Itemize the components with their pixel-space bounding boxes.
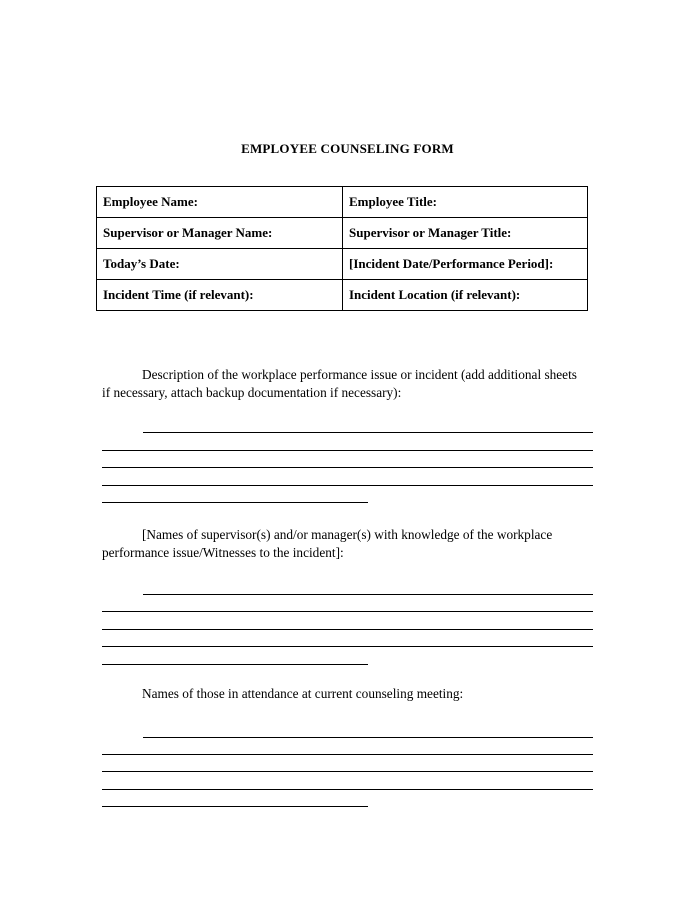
description-answer-line[interactable] bbox=[102, 467, 593, 468]
witnesses-answer-line[interactable] bbox=[102, 629, 593, 630]
witnesses-answer-line[interactable] bbox=[102, 646, 593, 647]
employee-name-field[interactable]: Employee Name: bbox=[97, 187, 343, 218]
incident-location-field[interactable]: Incident Location (if relevant): bbox=[343, 280, 588, 311]
attendance-prompt bbox=[102, 685, 594, 703]
table-row bbox=[97, 218, 588, 249]
attendance-answer-line[interactable] bbox=[102, 754, 593, 755]
attendance-prompt-line1: Names of those in attendance at current counseling meeting: bbox=[142, 686, 464, 701]
table-row bbox=[97, 249, 588, 280]
description-answer-line[interactable] bbox=[102, 485, 593, 486]
todays-date-field[interactable]: Today’s Date: bbox=[97, 249, 343, 280]
description-answer-line[interactable] bbox=[102, 450, 593, 451]
attendance-answer-line[interactable] bbox=[102, 771, 593, 772]
witnesses-prompt-line1: [Names of supervisor(s) and/or manager(s) with knowledge of the workplace bbox=[142, 527, 553, 542]
table-row bbox=[97, 187, 588, 218]
witnesses-answer-line[interactable] bbox=[102, 664, 368, 665]
supervisor-title-field[interactable]: Supervisor or Manager Title: bbox=[343, 218, 588, 249]
witnesses-prompt-line2: performance issue/Witnesses to the incident]: bbox=[102, 545, 344, 560]
description-answer-line[interactable] bbox=[143, 432, 593, 433]
incident-date-field[interactable]: [Incident Date/Performance Period]: bbox=[343, 249, 588, 280]
supervisor-name-field[interactable]: Supervisor or Manager Name: bbox=[97, 218, 343, 249]
attendance-answer-line[interactable] bbox=[102, 789, 593, 790]
form-title: EMPLOYEE COUNSELING FORM bbox=[241, 141, 454, 156]
witnesses-answer-line[interactable] bbox=[143, 594, 593, 595]
table-row bbox=[97, 280, 588, 311]
employee-title-field[interactable]: Employee Title: bbox=[343, 187, 588, 218]
description-answer-line[interactable] bbox=[102, 502, 368, 503]
attendance-answer-line[interactable] bbox=[143, 737, 593, 738]
witnesses-prompt bbox=[102, 526, 594, 562]
incident-time-field[interactable]: Incident Time (if relevant): bbox=[97, 280, 343, 311]
description-prompt-line1: Description of the workplace performance issue or incident (add additional sheets bbox=[142, 367, 577, 382]
witnesses-answer-line[interactable] bbox=[102, 611, 593, 612]
attendance-answer-line[interactable] bbox=[102, 806, 368, 807]
description-prompt bbox=[102, 366, 594, 402]
description-prompt-line2: if necessary, attach backup documentation if necessary): bbox=[102, 385, 402, 400]
employee-info-table bbox=[96, 186, 588, 311]
